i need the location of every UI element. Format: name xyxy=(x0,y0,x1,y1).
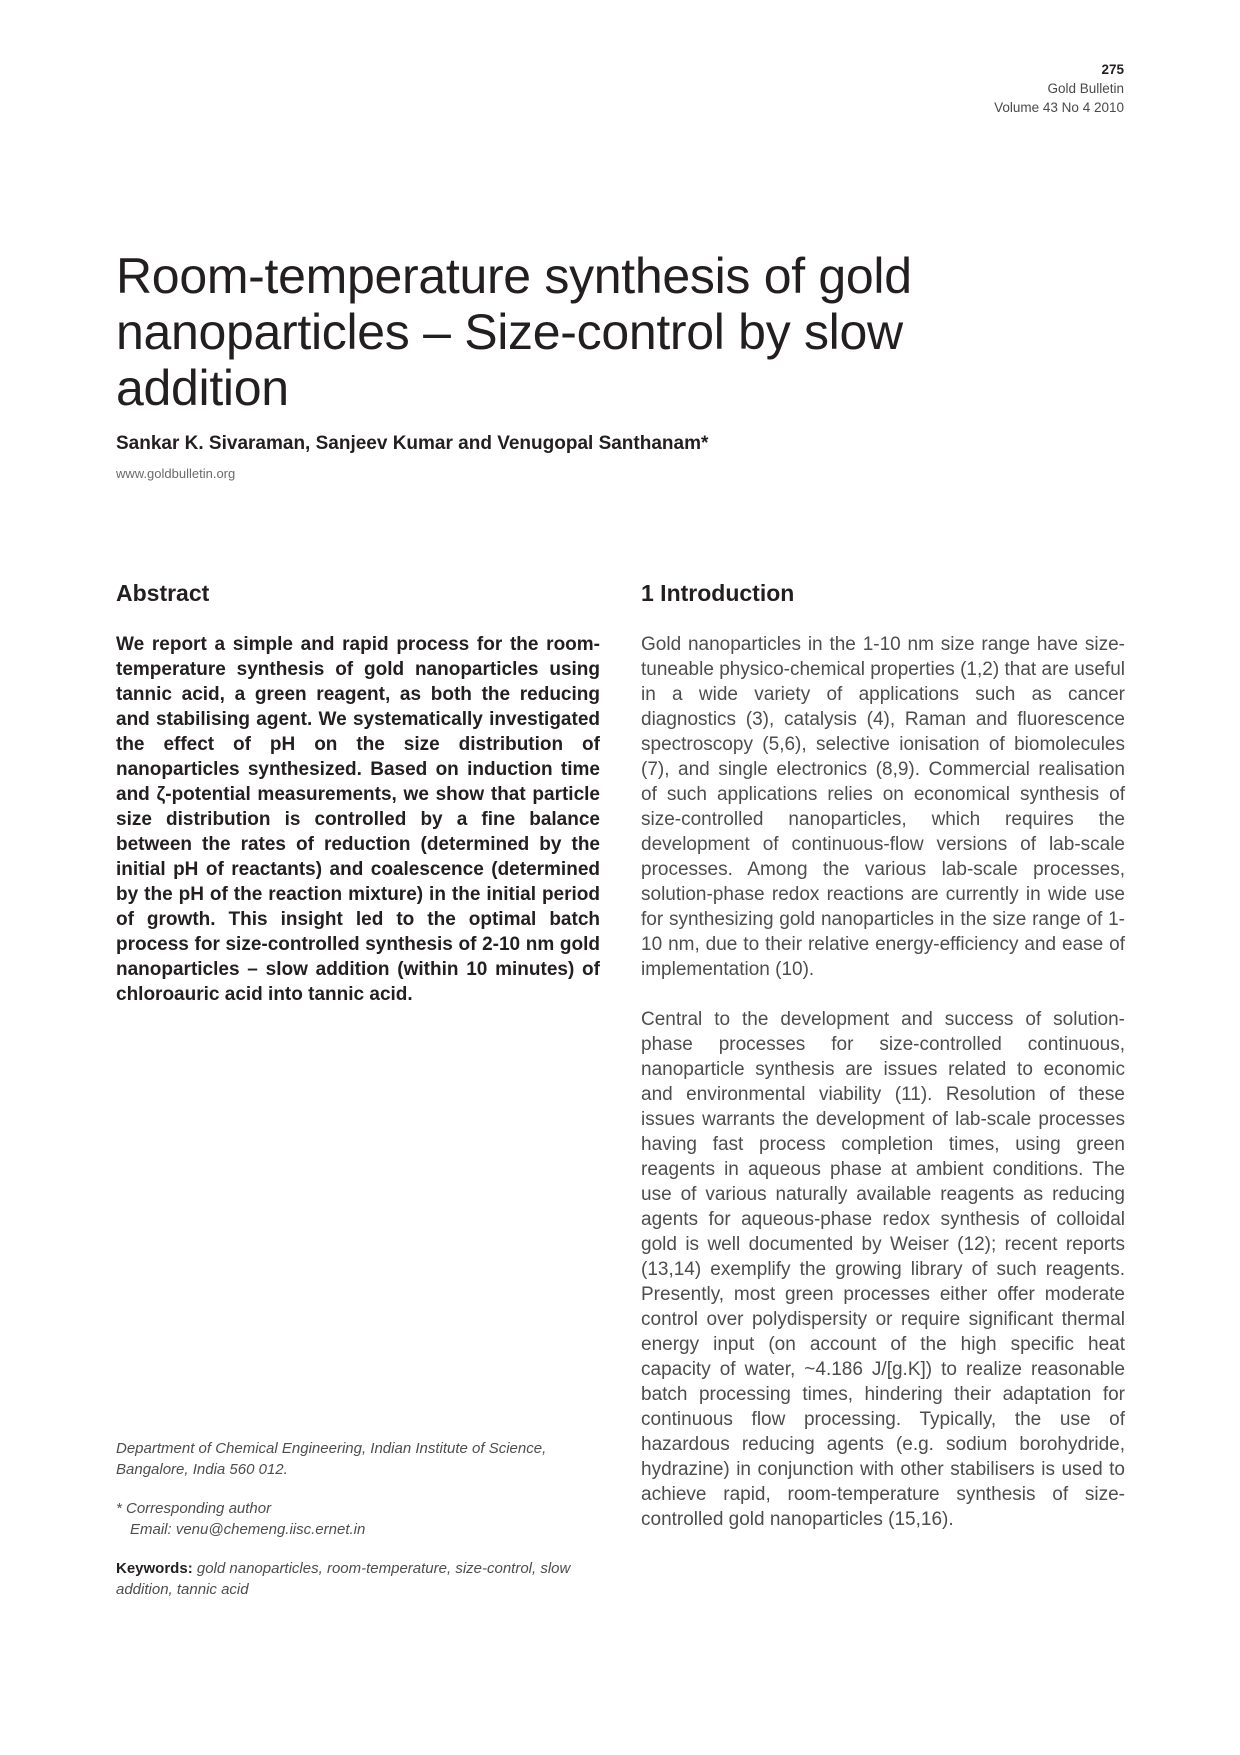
keywords-label: Keywords: xyxy=(116,1560,193,1577)
corresponding-email: Email: venu@chemeng.iisc.ernet.in xyxy=(130,1521,366,1538)
abstract-heading: Abstract xyxy=(116,580,210,606)
corresponding-author-block xyxy=(116,1498,600,1540)
abstract-text: We report a simple and rapid process for the room-temperature synthesis of gold nanoparticles using tannic acid, a green reagent, as both the reducing and stabilising agent. We systematically investigated the effect of pH on the size distribution of nanoparticles synthesized. Based on induction time and ζ-potential measurements, we show that particle size distribution is controlled by a fine balance between the rates of reduction (determined by the initial pH of reactants) and coalescence (determined by the pH of the reaction mixture) in the initial period of growth. This insight led to the optimal batch process for size-controlled synthesis of 2-10 nm gold nanoparticles – slow addition (within 10 minutes) of chloroauric acid into tannic acid. xyxy=(116,634,600,1005)
introduction-paragraph-2: Central to the development and success of solution-phase processes for size-controlled continuous, nanoparticle synthesis are issues related to economic and environmental viability (11). Resolution of these issues warrants the development of lab-scale processes having fast process completion times, using green reagents in aqueous phase at ambient conditions. The use of various naturally available reagents as reducing agents for aqueous-phase redox synthesis of colloidal gold is well documented by Weiser (12); recent reports (13,14) exemplify the growing library of such reagents. Presently, most green processes either offer moderate control over polydispersity or require significant thermal energy input (on account of the high specific heat capacity of water, ~4.186 J/[g.K]) to realize reasonable batch processing times, hindering their adaptation for continuous flow processing. Typically, the use of hazardous reducing agents (e.g. sodium borohydride, hydrazine) in conjunction with other stabilisers is used to achieve rapid, room-temperature synthesis of size-controlled gold nanoparticles (15,16). xyxy=(641,1009,1125,1530)
corresponding-author-note: * Corresponding author xyxy=(116,1500,272,1517)
introduction-heading: 1 Introduction xyxy=(641,580,795,606)
author-affiliation xyxy=(116,1438,600,1618)
journal-website: www.goldbulletin.org xyxy=(116,466,236,481)
paper-title: Room-temperature synthesis of gold nanoparticles – Size-control by slow addition xyxy=(116,248,912,416)
introduction-paragraph-1: Gold nanoparticles in the 1-10 nm size range have size-tuneable physico-chemical properties (1,2) that are useful in a wide variety of applications such as cancer diagnostics (3), catalysis (4), Raman and fluorescence spectroscopy (5,6), selective ionisation of biomolecules (7), and single electronics (8,9). Commercial realisation of such applications relies on economical synthesis of size-controlled nanoparticles, which requires the development of continuous-flow versions of lab-scale processes. Among the various lab-scale processes, solution-phase redox reactions are currently in wide use for synthesizing gold nanoparticles in the size range of 1-10 nm, due to their relative energy-efficiency and ease of implementation (10). xyxy=(641,634,1125,980)
author-list: Sankar K. Sivaraman, Sanjeev Kumar and Venugopal Santhanam* xyxy=(116,433,709,454)
department-address: Department of Chemical Engineering, Indian Institute of Science, Bangalore, India 560 012. xyxy=(116,1440,547,1478)
running-header xyxy=(994,60,1124,117)
keywords-block xyxy=(116,1558,600,1600)
journal-volume: Volume 43 No 4 2010 xyxy=(994,100,1124,115)
right-column xyxy=(641,578,1125,1557)
page-number: 275 xyxy=(1101,62,1124,77)
journal-name: Gold Bulletin xyxy=(1047,81,1124,96)
keywords-list: gold nanoparticles, room-temperature, size-control, slow addition, tannic acid xyxy=(116,1560,571,1598)
left-column xyxy=(116,578,600,1007)
